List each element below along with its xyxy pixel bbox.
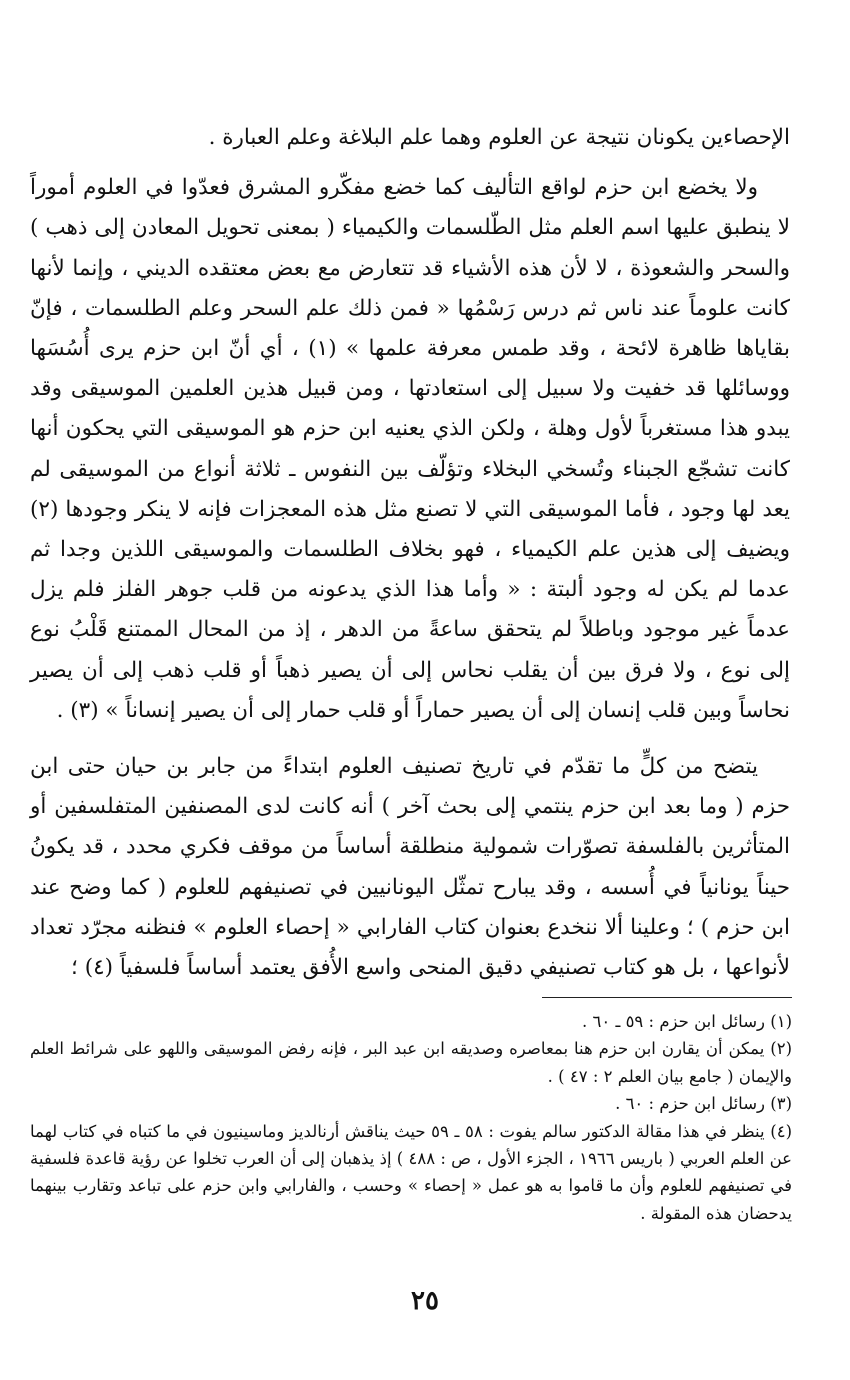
paragraph: ولا يخضع ابن حزم لواقع التأليف كما خضع مفكّرو المشرق فعدّوا في العلوم أموراً لا ينطبق عليها اسم العلم مثل الطّلسمات والكيمياء ( بمعنى تحويل المعادن إلى ذهب ) والسحر والشعوذة ، لا لأن هذه الأشياء قد تتعارض مع بعض معتقده الديني ، وإنما لأنها كانت علوماً عند ناس ثم درس رَسْمُها « فمن ذلك علم السحر وعلم الطلسمات ، فإنّ بقاياها ظاهرة لائحة ، وقد طمس معرفة علمها » (١) ، أي أنّ ابن حزم يرى أُسُسَها ووسائلها قد خفيت ولا سبيل إلى استعادتها ، ومن قبيل هذين العلمين الموسيقى وقد يبدو هذا مستغرباً لأول وهلة ، ولكن الذي يعنيه ابن حزم هو الموسيقى التي يحكون أنها كانت تشجّع الجبناء وتُسخي البخلاء وتؤلّف بين النفوس ـ ثلاثة أنواع من الموسيقى لم يعد لها وجود ، فأما الموسيقى التي لا تصنع مثل هذه المعجزات فإنه لا ينكر وجودها (٢) ويضيف إلى هذين علم الكيمياء ، فهو بخلاف الطلسمات والموسيقى اللذين وجدا ثم عدما لم يكن له وجود ألبتة : « وأما هذا الذي يدعونه من قلب جوهر الفلز فلم يزل عدماً غير موجود وباطلاً لم يتحقق ساعةً من الدهر ، إذ من المحال الممتنع قَلْبُ نوع إلى نوع ، ولا فرق بين أن يقلب نحاس إلى أن يصير ذهباً أو قلب ذهب إلى أن يصير نحاساً وبين قلب إنسان إلى أن يصير حماراً أو قلب حمار إلى أن يصير إنساناً » (٣) . (30, 175, 790, 723)
page-number: ٢٥ (411, 1286, 439, 1316)
main-text (30, 118, 790, 988)
paragraph: الإحصاءين يكونان نتيجة عن العلوم وهما علم البلاغة وعلم العبارة . (208, 125, 790, 150)
footnotes (30, 1008, 792, 1227)
footnote: (٤) ينظر في هذا مقالة الدكتور سالم يفوت : ٥٨ ـ ٥٩ حيث يناقش أرنالديز وماسينيون في ما كتباه في كتاب لهما عن العلم العربي ( باريس ١٩٦٦ ، الجزء الأول ، ص : ٤٨٨ ) إذ يذهبان إلى أن العرب تخلوا عن رؤية قاعدة فلسفية في تصنيفهم للعلوم وأن ما قاموا به هو عمل « إحصاء » وحسب ، والفارابي وابن حزم على تباعد وتقارب بينهما يدحضان هذه المقولة . (30, 1121, 793, 1223)
footnote: (٣) رسائل ابن حزم : ٦٠ . (615, 1094, 792, 1114)
footnote: (١) رسائل ابن حزم : ٥٩ ـ ٦٠ . (582, 1012, 792, 1031)
footnote-divider (542, 997, 792, 998)
paragraph: يتضح من كلٍّ ما تقدّم في تاريخ تصنيف العلوم ابتداءً من جابر بن حيان حتى ابن حزم ( وما بعد ابن حزم ينتمي إلى بحث آخر ) أنه كانت لدى المصنفين المتفلسفين أو المتأثرين بالفلسفة تصوّرات شمولية منطلقة أساساً من موقف فكري محدد ، قد يكونُ حيناً يونانياً في أُسسه ، وقد يبارح تمثّل اليونانيين في تصنيفهم للعلوم ( كما وضح عند ابن حزم ) ؛ وعلينا ألا ننخدع بعنوان كتاب الفارابي « إحصاء العلوم » فنظنه مجرّد تعداد لأنواعها ، بل هو كتاب تصنيفي دقيق المنحى واسع الأُفق يعتمد أساساً فلسفياً (٤) ؛ (30, 754, 790, 981)
footnote: (٢) يمكن أن يقارن ابن حزم هنا بمعاصره وصديقه ابن عبد البر ، فإنه رفض الموسيقى واللهو على شرائط العلم والإيمان ( جامع بيان العلم ٢ : ٤٧ ) . (30, 1039, 792, 1086)
